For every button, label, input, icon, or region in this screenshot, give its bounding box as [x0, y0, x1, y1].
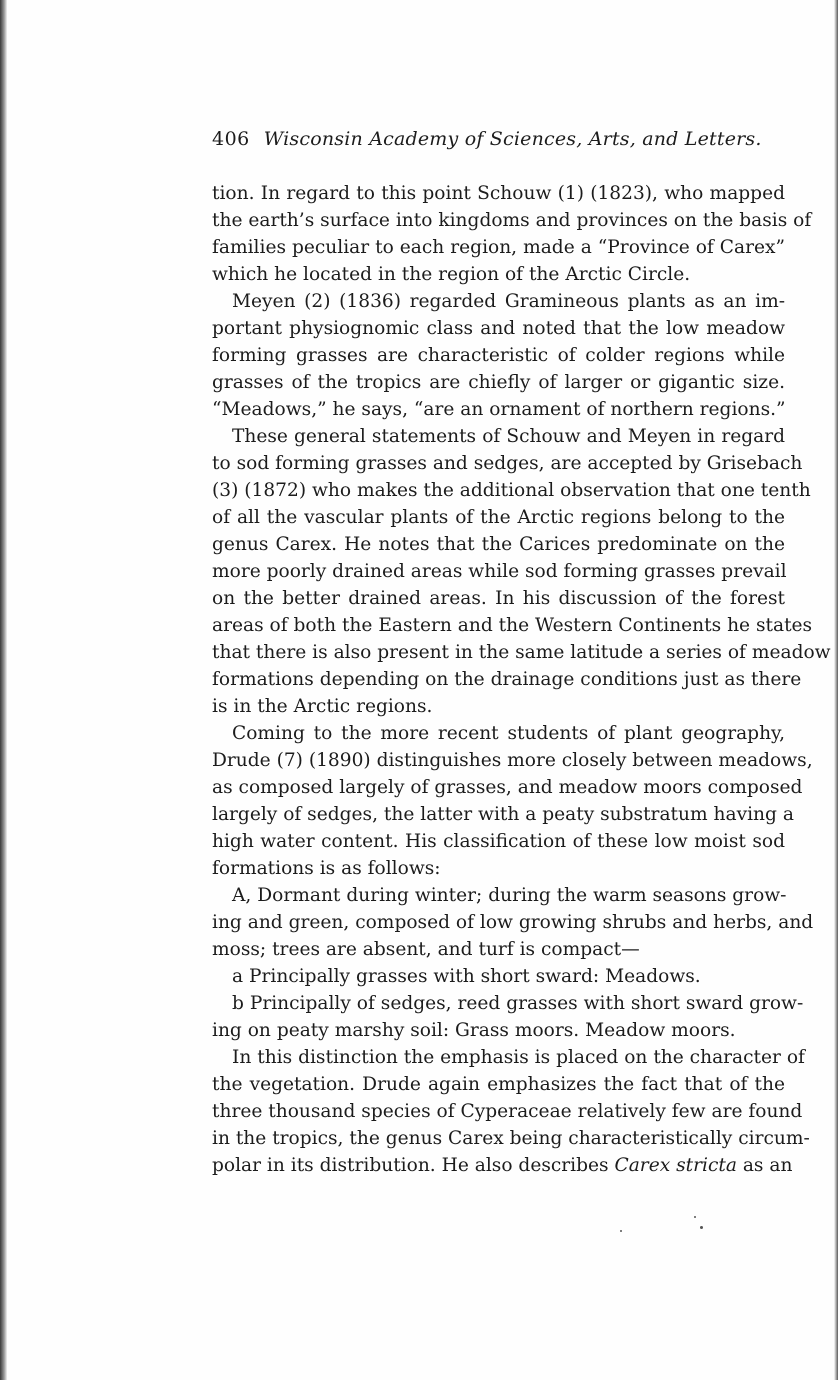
scan-edge-right: [834, 0, 838, 1380]
text-line: tion. In regard to this point Schouw (1) (1823), who mapped: [212, 183, 785, 204]
text-line: the vegetation. Drude again emphasizes the fact that of the: [212, 1074, 785, 1095]
journal-title: Wisconsin Academy of Sciences, Arts, and Letters.: [263, 128, 762, 150]
text-line: the earth’s surface into kingdoms and provinces on the basis of: [212, 210, 812, 231]
text-line: formations is as follows:: [212, 858, 441, 879]
text-line: genus Carex. He notes that the Carices predominate on the: [212, 534, 785, 555]
text-line: A, Dormant during winter; during the warm seasons grow-: [232, 885, 787, 906]
text-line: in the tropics, the genus Carex being characteristically circum-: [212, 1128, 810, 1149]
last-text-line: [212, 1152, 793, 1179]
text-line: grasses of the tropics are chiefly of larger or gigantic size.: [212, 372, 785, 393]
text-line: forming grasses are characteristic of colder regions while: [212, 345, 785, 366]
text-line: is in the Arctic regions.: [212, 696, 433, 717]
text-line: on the better drained areas. In his discussion of the forest: [212, 588, 785, 609]
text-line: of all the vascular plants of the Arctic regions belong to the: [212, 507, 785, 528]
text-line: largely of sedges, the latter with a peaty substratum having a: [212, 804, 794, 825]
text-line: Drude (7) (1890) distinguishes more closely between meadows,: [212, 750, 813, 771]
text-line: three thousand species of Cyperaceae relatively few are found: [212, 1101, 803, 1122]
list-item: b Principally of sedges, reed grasses with short sward grow-: [232, 993, 804, 1014]
text-line: Coming to the more recent students of plant geography,: [232, 723, 785, 744]
scan-edge-left: [0, 0, 7, 1380]
page-number: 406: [212, 128, 250, 150]
text-line: that there is also present in the same latitude a series of meadow: [212, 642, 831, 663]
book-page: [212, 128, 831, 1179]
text-line: which he located in the region of the Arctic Circle.: [212, 264, 691, 285]
text-segment: polar in its distribution. He also describes: [212, 1155, 609, 1176]
text-line: moss; trees are absent, and turf is compact—: [212, 939, 640, 960]
text-line: areas of both the Eastern and the Western Continents he states: [212, 615, 813, 636]
text-line: formations depending on the drainage conditions just as there: [212, 669, 802, 690]
scan-speck: [620, 1230, 622, 1232]
text-line: families peculiar to each region, made a “Province of Carex”: [212, 237, 785, 258]
scan-speck: [700, 1226, 703, 1229]
text-line: more poorly drained areas while sod forming grasses prevail: [212, 561, 787, 582]
list-item: a Principally grasses with short sward: Meadows.: [232, 966, 701, 987]
text-line: portant physiognomic class and noted that the low meadow: [212, 318, 785, 339]
text-line: ing and green, composed of low growing shrubs and herbs, and: [212, 912, 814, 933]
text-line: (3) (1872) who makes the additional observation that one tenth: [212, 480, 811, 501]
species-name: Carex stricta: [614, 1155, 737, 1176]
text-line: In this distinction the emphasis is placed on the character of: [232, 1047, 805, 1068]
text-line: These general statements of Schouw and Meyen in regard: [232, 426, 785, 447]
text-segment: as an: [736, 1155, 793, 1176]
running-head: [212, 128, 785, 164]
text-line: to sod forming grasses and sedges, are accepted by Grisebach: [212, 453, 803, 474]
text-line: high water content. His classification of these low moist sod: [212, 831, 785, 852]
body-text: [212, 180, 831, 1179]
text-line: “Meadows,” he says, “are an ornament of northern regions.”: [212, 399, 786, 420]
text-line: as composed largely of grasses, and meadow moors composed: [212, 777, 803, 798]
scan-speck: [694, 1216, 696, 1218]
text-line: Meyen (2) (1836) regarded Gramineous plants as an im-: [232, 291, 785, 312]
text-line: ing on peaty marshy soil: Grass moors. Meadow moors.: [212, 1020, 736, 1041]
